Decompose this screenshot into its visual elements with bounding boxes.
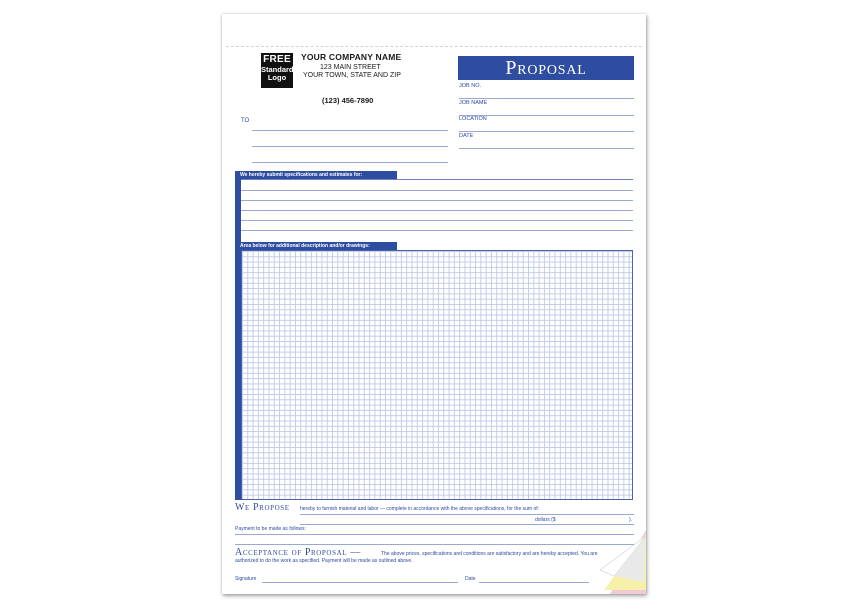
specs-top-rule — [241, 179, 633, 180]
logo-line-1: FREE — [263, 54, 291, 65]
logo-placeholder — [261, 53, 293, 88]
company-city: YOUR TOWN, STATE AND ZIP — [303, 72, 401, 79]
signature-line[interactable] — [262, 582, 458, 583]
payment-line-1[interactable] — [235, 534, 634, 535]
to-label: TO — [241, 118, 250, 124]
to-line-3[interactable] — [252, 162, 448, 163]
company-phone: (123) 456-7890 — [322, 96, 374, 105]
drawing-section-header: Area below for additional description and/or drawings: — [235, 242, 397, 250]
acceptance-heading: Acceptance of Proposal — — [235, 547, 361, 558]
payment-label: Payment to be made as follows: — [235, 526, 306, 532]
acceptance-text-1: The above prices, specifications and conditions are satisfactory and are hereby accepted. You are — [381, 551, 598, 557]
date-bottom-label: Date — [465, 576, 476, 582]
logo-line-2: Standard — [261, 65, 294, 74]
dollars-label: dollars ($ — [535, 517, 556, 523]
location-line[interactable] — [459, 131, 634, 132]
date-bottom-line[interactable] — [479, 582, 589, 583]
to-line-1[interactable] — [252, 130, 448, 131]
specs-line-4[interactable] — [241, 220, 633, 221]
company-street: 123 MAIN STREET — [320, 64, 381, 71]
we-propose-heading: We Propose — [235, 502, 290, 513]
we-propose-line[interactable] — [300, 514, 634, 515]
specs-line-3[interactable] — [241, 210, 633, 211]
drawing-grid-area[interactable] — [241, 250, 633, 500]
specs-line-1[interactable] — [241, 190, 633, 191]
specs-line-2[interactable] — [241, 200, 633, 201]
job-name-label: JOB NAME — [459, 100, 488, 106]
logo-line-3: Logo — [267, 72, 287, 82]
location-label: LOCATION — [459, 116, 487, 122]
perforation-line — [226, 46, 642, 47]
we-propose-text: hereby to furnish material and labor — complete in accordance with the above specifications, for the sum of: — [300, 506, 540, 512]
payment-line-2[interactable] — [235, 544, 634, 545]
dollars-line[interactable] — [300, 524, 634, 525]
date-line[interactable] — [459, 148, 634, 149]
job-no-label: JOB NO. — [459, 83, 482, 89]
signature-label: Signature — [235, 576, 257, 582]
specs-line-5[interactable] — [241, 230, 633, 231]
to-line-2[interactable] — [252, 146, 448, 147]
proposal-title: Proposal — [458, 56, 634, 80]
page-curl-copies — [600, 530, 646, 594]
company-name: YOUR COMPANY NAME — [301, 52, 402, 62]
job-no-line[interactable] — [459, 98, 634, 99]
date-label: DATE — [459, 133, 474, 139]
dollars-close-paren: ). — [629, 517, 633, 523]
specs-section-header: We hereby submit specifications and estimates for: — [235, 171, 397, 179]
acceptance-text-2: authorized to do the work as specified. Payment will be made as outlined above. — [235, 558, 413, 564]
